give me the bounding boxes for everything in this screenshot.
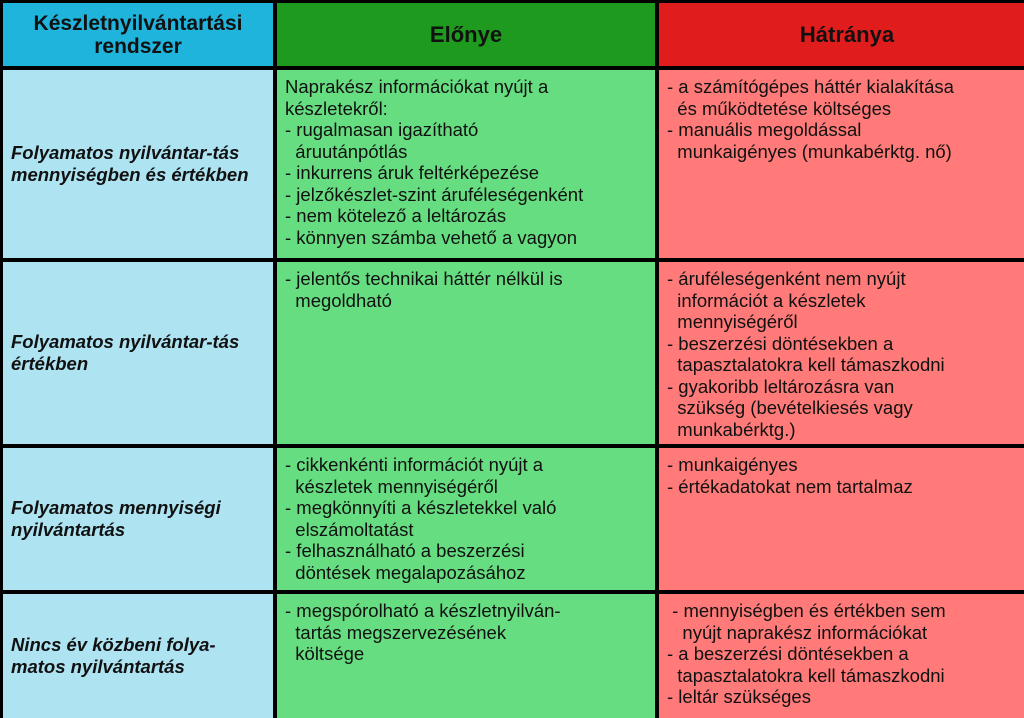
- list-item: döntések megalapozásához: [285, 561, 526, 583]
- header-advantage-label: Előnye: [429, 21, 503, 47]
- list-item: - a számítógépes háttér kialakítása: [667, 76, 954, 97]
- list-item: - megspórolható a készletnyilván-: [285, 600, 561, 621]
- row-3-system: Folyamatos mennyiségi nyilvántartás: [3, 448, 273, 590]
- list-item: - gyakoribb leltározásra van: [667, 375, 895, 397]
- list-item: munkaigényes (munkabérktg. nő): [667, 140, 952, 162]
- list-item: tapasztalatokra kell támaszkodni: [667, 354, 945, 375]
- list-item: - mennyiségben és értékben sem: [667, 600, 946, 621]
- list-item: - beszerzési döntésekben a: [667, 332, 894, 354]
- header-advantage: [277, 3, 655, 66]
- header-disadvantage-label: Hátránya: [799, 21, 895, 47]
- row-2-cons: [659, 262, 1024, 444]
- list-item: készletekről:: [285, 97, 388, 119]
- list-item: - rugalmasan igazítható: [285, 119, 479, 140]
- list-item: - áruféleségenként nem nyújt: [667, 268, 906, 289]
- list-item: mennyiségéről: [667, 311, 798, 332]
- row-4-cons: [659, 594, 1024, 718]
- list-item: - cikkenkénti információt nyújt a: [285, 454, 544, 475]
- list-item: - megkönnyíti a készletekkel való: [285, 497, 557, 518]
- list-item: - felhasználható a beszerzési: [285, 540, 525, 561]
- list-item: - manuális megoldással: [667, 119, 862, 140]
- list-item: - inkurrens áruk feltérképezése: [285, 162, 539, 183]
- list-item: tapasztalatokra kell támaszkodni: [667, 664, 945, 686]
- header-disadvantage: [659, 3, 1024, 66]
- list-item: Naprakész információkat nyújt a: [285, 76, 549, 97]
- list-item: szükség (bevételkiesés vagy: [667, 397, 913, 418]
- row-1-pros: [277, 70, 655, 258]
- row-2-system: Folyamatos nyilvántar-tás értékben: [3, 262, 273, 444]
- list-item: munkabérktg.): [667, 418, 796, 440]
- list-item: nyújt naprakész információkat: [667, 621, 928, 643]
- list-item: áruutánpótlás: [285, 140, 408, 162]
- list-item: - jelentős technikai háttér nélkül is: [285, 268, 563, 289]
- list-item: költsége: [285, 643, 365, 664]
- row-4-system: Nincs év közbeni folya-matos nyilvántartás: [3, 594, 273, 718]
- row-3-pros: [277, 448, 655, 590]
- row-1-cons: [659, 70, 1024, 258]
- row-4-pros: [277, 594, 655, 718]
- row-3-cons: [659, 448, 1024, 590]
- list-item: készletek mennyiségéről: [285, 475, 498, 497]
- list-item: - munkaigényes: [667, 454, 798, 475]
- list-item: - könnyen számba vehető a vagyon: [285, 226, 578, 248]
- list-item: - jelzőkészlet-szint áruféleségenként: [285, 183, 584, 205]
- list-item: tartás megszervezésének: [285, 621, 507, 643]
- list-item: megoldható: [285, 289, 392, 311]
- list-item: és működtetése költséges: [667, 97, 892, 119]
- header-system-label: Készletnyilvántartási rendszer: [33, 11, 243, 58]
- list-item: - a beszerzési döntésekben a: [667, 643, 909, 664]
- list-item: elszámoltatást: [285, 518, 414, 540]
- list-item: - nem kötelező a leltározás: [285, 205, 507, 226]
- row-2-pros: [277, 262, 655, 444]
- header-system: [3, 3, 273, 66]
- list-item: információt a készletek: [667, 289, 866, 311]
- list-item: - értékadatokat nem tartalmaz: [667, 475, 913, 497]
- list-item: - leltár szükséges: [667, 686, 811, 707]
- row-1-system: Folyamatos nyilvántar-tás mennyiségben és értékben: [3, 70, 273, 258]
